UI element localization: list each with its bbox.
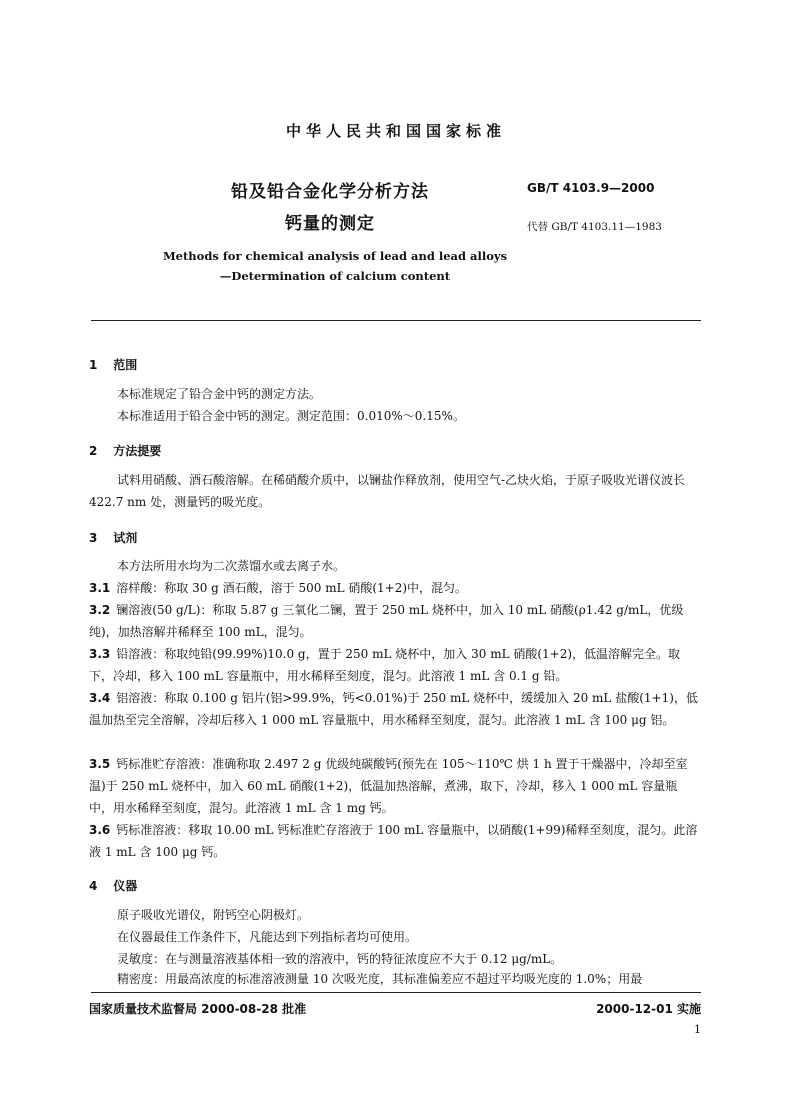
page-number: 1 (694, 1023, 701, 1036)
implementation-date: 2000-12-01 实施 (596, 1002, 701, 1016)
reagent-item (89, 577, 701, 599)
section-number: 2 (89, 444, 98, 458)
reagent-item (89, 753, 701, 819)
item-number: 3.6 (89, 823, 111, 837)
section-3-intro: 本方法所用水均为二次蒸馏水或去离子水。 (117, 559, 346, 573)
item-text: 钙标准溶液：移取 10.00 mL 钙标准贮存溶液于 100 mL 容量瓶中，以硝酸(1+99)稀释至刻度，混匀。此溶液 1 mL 含 100 μg 钙。 (89, 823, 698, 859)
header-divider (91, 320, 701, 321)
item-text: 铝溶液：称取 0.100 g 铝片(铝>99.9%，钙<0.01%)于 250 mL 烧杯中，缓缓加入 20 mL 盐酸(1+1)，低温加热至完全溶解，冷却后移入 1 000 mL 容量瓶中，用水稀释至刻度，混匀。此溶液 1 mL 含 100 μg 铝。 (89, 691, 698, 727)
item-text: 溶样酸：称取 30 g 酒石酸，溶于 500 mL 硝酸(1+2)中，混匀。 (116, 581, 468, 595)
reagent-item (89, 687, 701, 731)
section-number: 4 (89, 879, 98, 893)
section-4-paragraph-2: 在仪器最佳工作条件下，凡能达到下列指标者均可使用。 (117, 930, 418, 944)
section-4-paragraph-4: 精密度：用最高浓度的标准溶液测量 10 次吸光度，其标准偏差应不超过平均吸光度的 1.0%；用最 (117, 972, 643, 986)
footer-divider (91, 992, 701, 993)
approval-line: 国家质量技术监督局 2000-08-28 批准 (89, 1002, 307, 1016)
item-number: 3.2 (89, 603, 111, 617)
replaces-standard: 代替 GB/T 4103.11—1983 (527, 221, 662, 233)
section-4-paragraph-1: 原子吸收光谱仪，附钙空心阴极灯。 (117, 908, 310, 922)
document-title-line2: 钙量的测定 (285, 214, 375, 234)
item-text: 铅溶液：称取纯铅(99.99%)10.0 g，置于 250 mL 烧杯中，加入 30 mL 硝酸(1+2)，低温溶解完全。取下，冷却，移入 100 mL 容量瓶中，用水稀释至刻度，混匀。此溶液 1 mL 含 0.1 g 铅。 (89, 647, 681, 683)
english-title-line2: —Determination of calcium content (219, 269, 451, 283)
item-text: 镧溶液(50 g/L)：称取 5.87 g 三氧化二镧，置于 250 mL 烧杯中，加入 10 mL 硝酸(ρ1.42 g/mL，优级纯)，加热溶解并稀释至 100 mL，混匀。 (89, 603, 684, 639)
section-title: 范围 (113, 358, 138, 372)
item-number: 3.4 (89, 691, 111, 705)
section-3-heading (89, 529, 137, 546)
item-text: 钙标准贮存溶液：准确称取 2.497 2 g 优级纯碳酸钙(预先在 105～110℃ 烘 1 h 置于干燥器中，冷却至室温)于 250 mL 烧杯中，加入 60 mL 硝酸(1+2)，低温加热溶解，煮沸，取下，冷却，移入 1 000 mL 容量瓶中，用水稀释至刻度，混匀。此溶液 1 mL 含 1 mg 钙。 (89, 757, 688, 815)
item-number: 3.3 (89, 647, 111, 661)
section-1-heading (89, 356, 137, 373)
section-title: 方法提要 (113, 444, 162, 458)
item-number: 3.1 (89, 581, 111, 595)
document-title-line1: 铅及铅合金化学分析方法 (231, 182, 429, 202)
section-2-paragraph: 试料用硝酸、酒石酸溶解。在稀硝酸介质中，以镧盐作释放剂，使用空气-乙炔火焰，于原子吸收光谱仪波长 422.7 nm 处，测量钙的吸光度。 (89, 473, 686, 509)
standard-type-heading: 中华人民共和国国家标准 (285, 122, 506, 140)
section-title: 仪器 (113, 879, 138, 893)
section-1-paragraph-2: 本标准适用于铅合金中钙的测定。测定范围：0.010%～0.15%。 (117, 409, 465, 423)
standard-number: GB/T 4103.9—2000 (527, 181, 655, 195)
section-4-heading (89, 877, 137, 894)
section-title: 试剂 (113, 531, 138, 545)
reagent-item (89, 643, 701, 687)
section-4-paragraph-3: 灵敏度：在与测量溶液基体相一致的溶液中，钙的特征浓度应不大于 0.12 μg/mL。 (117, 952, 563, 966)
english-title-line1: Methods for chemical analysis of lead and lead alloys (162, 249, 508, 263)
section-2-heading (89, 442, 161, 459)
reagent-item (89, 599, 701, 643)
section-number: 1 (89, 358, 98, 372)
section-1-paragraph-1: 本标准规定了铅合金中钙的测定方法。 (117, 387, 322, 401)
item-number: 3.5 (89, 757, 111, 771)
reagent-item (89, 819, 701, 863)
section-number: 3 (89, 531, 98, 545)
